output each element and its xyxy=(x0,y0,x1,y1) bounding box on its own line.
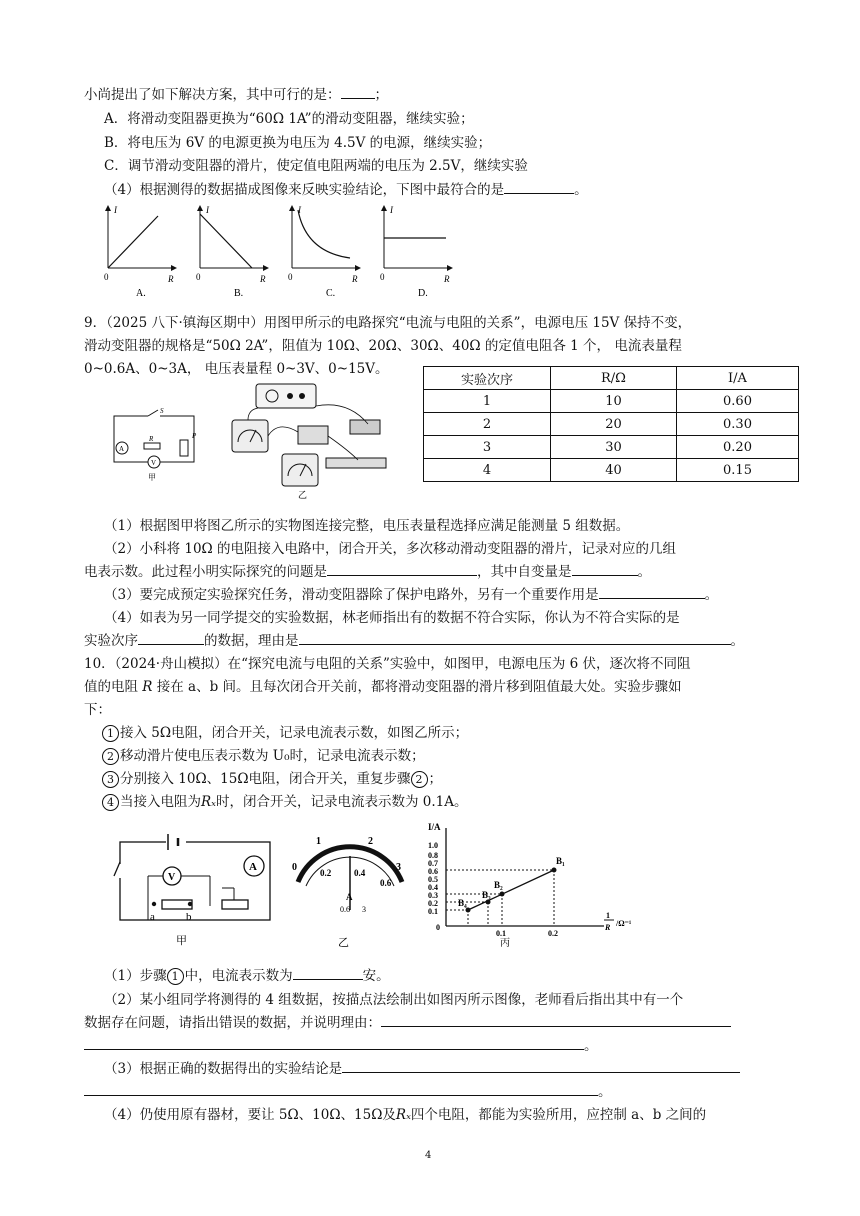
terminal-label: 0.6 xyxy=(340,905,350,914)
text: （4）仍使用原有器材，要让 5Ω、10Ω、15Ω及 xyxy=(104,1107,396,1123)
q10-line2 xyxy=(84,675,682,695)
axis-i-label: I xyxy=(206,205,209,215)
svg-text:1: 1 xyxy=(606,911,610,920)
question-4-graph xyxy=(104,178,588,198)
text: ； xyxy=(374,87,388,103)
q10-sub2-line3 xyxy=(84,1034,598,1054)
axis-r-label: R xyxy=(260,274,266,284)
answer-blank[interactable] xyxy=(341,85,375,99)
text: ； xyxy=(428,771,443,787)
text: 电表示数。此过程小明实际探究的问题是 xyxy=(84,564,327,580)
point-label: B₄ xyxy=(458,898,467,908)
svg-text:A: A xyxy=(119,445,125,453)
text: 接在 a、b 间。且每次闭合开关前，都将滑动变阻器的滑片移到阻值最大处。实验步骤如 xyxy=(156,679,682,695)
option-a: A．将滑动变阻器更换为“60Ω 1A”的滑动变阻器，继续实验； xyxy=(104,111,474,127)
data-table xyxy=(423,366,799,482)
svg-text:P: P xyxy=(192,432,197,440)
ammeter-dial-yi xyxy=(284,830,414,952)
axis-i-label: I xyxy=(114,205,117,215)
text: （1）步骤 xyxy=(104,968,167,984)
y-tick: 0.1 xyxy=(428,907,438,916)
figure-label-jia: 甲 xyxy=(176,935,187,947)
graph-label: C. xyxy=(326,288,336,299)
text: 实验次序 xyxy=(84,633,138,649)
svg-text:V: V xyxy=(151,459,157,467)
table-cell: 30 xyxy=(551,436,677,459)
text: 。 xyxy=(584,1038,598,1054)
origin-label: 0 xyxy=(196,272,201,282)
terminal-a-label: a xyxy=(150,911,155,923)
step-3 xyxy=(102,767,442,788)
q9-sub2-line1: （2）小科将 10Ω 的电阻接入电路中，闭合开关，多次移动滑动变阻器的滑片，记录对应的几组 xyxy=(104,541,677,557)
text: 。 xyxy=(637,564,651,580)
point-label: B₁ xyxy=(556,856,565,866)
q9-line3: 0~0.6A、0~3A， 电压表量程 0~3V、0~15V。 xyxy=(84,361,389,377)
x-tick: 0.2 xyxy=(548,929,558,938)
q9-line2: 滑动变阻器的规格是“50Ω 2A”，阻值为 10Ω、20Ω、30Ω、40Ω 的定值电阻各 1 个， 电流表量程 xyxy=(84,338,682,354)
svg-text:R: R xyxy=(149,435,154,443)
text: ，其中自变量是 xyxy=(477,564,572,580)
dial-label: 0.4 xyxy=(354,868,366,878)
y-tick: 0.8 xyxy=(428,851,438,860)
text: 接入 5Ω电阻，闭合开关，记录电流表示数，如图乙所示； xyxy=(120,725,469,741)
origin-label: 0 xyxy=(104,272,109,282)
y-tick: 1.0 xyxy=(428,841,438,850)
q10-sub3-line1 xyxy=(104,1057,740,1077)
table-row xyxy=(424,413,799,436)
step-number: 2 xyxy=(102,748,119,765)
y-tick: 0.6 xyxy=(428,867,438,876)
table-cell: 10 xyxy=(551,390,677,413)
y-tick: 0.3 xyxy=(428,891,438,900)
text: 值的电阻 xyxy=(84,679,138,695)
text: 分别接入 10Ω、15Ω电阻，闭合开关，重复步骤 xyxy=(120,771,411,787)
symbol-r: R xyxy=(142,679,153,695)
step-number: 1 xyxy=(167,968,184,985)
text: 安。 xyxy=(362,968,390,984)
step-number: 3 xyxy=(102,771,119,788)
axis-r-label: R xyxy=(444,274,450,284)
table-header-row xyxy=(424,367,799,390)
figure-label-yi: 乙 xyxy=(298,490,308,500)
figure-label-bing: 丙 xyxy=(500,938,510,949)
answer-blank[interactable] xyxy=(342,1059,740,1073)
q10-line3: 下： xyxy=(84,702,111,718)
graph-bing xyxy=(424,818,660,950)
dial-label: 0.2 xyxy=(320,868,332,878)
table-cell: 40 xyxy=(551,459,677,482)
text: 。 xyxy=(730,633,744,649)
graph-y-label: I/A xyxy=(428,822,441,832)
text: 四个电阻，都能为实验所用，应控制 a、b 之间的 xyxy=(410,1107,707,1123)
dial-label: 1 xyxy=(316,836,321,847)
dial-label: 0.6 xyxy=(380,878,392,888)
graph-x-label: /Ω⁻¹ xyxy=(616,919,632,928)
y-tick: 0 xyxy=(436,923,440,932)
answer-blank[interactable] xyxy=(572,562,638,576)
y-tick: 0.4 xyxy=(428,883,438,892)
symbol-rx: Rₓ xyxy=(201,794,216,810)
table-cell: 4 xyxy=(424,459,551,482)
text: 小尚提出了如下解决方案，其中可行的是： xyxy=(84,87,341,103)
q9-sub2-line2 xyxy=(84,560,651,580)
q9-sub4-line2 xyxy=(84,629,744,649)
terminal-label: 3 xyxy=(362,905,366,914)
answer-blank[interactable] xyxy=(599,585,705,599)
text: 中，电流表示数为 xyxy=(184,968,293,984)
figure-label-jia: 甲 xyxy=(148,473,156,482)
graph-label: D. xyxy=(418,288,428,299)
q10-sub2-line1: （2）某小组同学将测得的 4 组数据，按描点法绘制出如图丙所示图像，老师看后指出其中有一个 xyxy=(104,992,684,1008)
symbol-rx: Rₓ xyxy=(395,1107,411,1123)
dial-label: 2 xyxy=(368,836,373,847)
answer-blank[interactable] xyxy=(138,631,204,645)
terminal-b-label: b xyxy=(186,911,192,923)
answer-blank[interactable] xyxy=(293,966,363,980)
figure-label-yi: 乙 xyxy=(338,937,349,949)
answer-blank[interactable] xyxy=(504,180,574,194)
graph-a xyxy=(104,205,176,299)
table-cell: 0.15 xyxy=(677,459,799,482)
choice-graphs xyxy=(96,200,466,304)
dial-label: 0 xyxy=(292,862,297,873)
graph-label: A. xyxy=(136,288,146,299)
table-row xyxy=(424,436,799,459)
q9-sub4-line1: （4）如表为另一同学提交的实验数据，林老师指出有的数据不符合实际，你认为不符合实际的是 xyxy=(104,610,680,626)
axis-i-label: I xyxy=(298,205,301,215)
graph-d xyxy=(380,205,452,299)
circuit-diagram-jia xyxy=(104,404,204,484)
option-c: C．调节滑动变阻器的滑片，使定值电阻两端的电压为 2.5V，继续实验 xyxy=(104,158,528,174)
axis-r-label: R xyxy=(168,274,174,284)
text: （3）要完成预定实验探究任务，滑动变阻器除了保护电路外，另有一个重要作用是 xyxy=(104,587,599,603)
q9-line1: 9．（2025 八下·镇海区期中）用图甲所示的电路探究“电流与电阻的关系”，电源电压 15V 保持不变， xyxy=(84,315,692,331)
graph-label: B. xyxy=(234,288,244,299)
q10-line1: 10．（2024·舟山模拟）在“探究电流与电阻的关系”实验中，如图甲，电源电压为 6 伏，逐次将不同阻 xyxy=(84,656,691,672)
svg-text:S: S xyxy=(160,407,164,415)
svg-text:R: R xyxy=(605,923,611,932)
answer-blank[interactable] xyxy=(84,1036,584,1050)
line-solutions-intro xyxy=(84,83,388,103)
step-2 xyxy=(102,744,425,765)
text: 。 xyxy=(574,182,588,198)
answer-blank[interactable] xyxy=(299,631,731,645)
dial-label: 3 xyxy=(396,862,401,873)
axis-i-label: I xyxy=(390,205,393,215)
text: 。 xyxy=(598,1084,612,1100)
table-header: R/Ω xyxy=(551,367,677,390)
answer-blank[interactable] xyxy=(84,1082,598,1096)
step-number: 1 xyxy=(102,725,119,742)
table-cell: 2 xyxy=(424,413,551,436)
point-label: B₃ xyxy=(482,890,491,900)
axis-r-label: R xyxy=(352,274,358,284)
step-1 xyxy=(102,721,468,742)
q10-sub2-line2 xyxy=(84,1011,731,1031)
q9-sub1: （1）根据图甲将图乙所示的实物图连接完整，电压表量程选择应满足能测量 5 组数据。 xyxy=(104,518,630,534)
y-tick: 0.7 xyxy=(428,859,438,868)
q10-circuit-jia xyxy=(110,826,276,950)
table-cell: 20 xyxy=(551,413,677,436)
graph-c xyxy=(288,205,360,299)
table-cell: 0.30 xyxy=(677,413,799,436)
table-header: 实验次序 xyxy=(424,367,551,390)
page-number: 4 xyxy=(425,1150,432,1161)
table-row xyxy=(424,459,799,482)
text: 时，闭合开关，记录电流表示数为 0.1A。 xyxy=(215,794,468,810)
q9-sub3 xyxy=(104,583,718,603)
graph-b xyxy=(196,205,268,299)
table-row xyxy=(424,390,799,413)
svg-text:V: V xyxy=(168,872,176,883)
point-label: B₂ xyxy=(494,880,503,890)
text: （3）根据正确的数据得出的实验结论是 xyxy=(104,1061,343,1077)
q10-sub1 xyxy=(104,964,390,985)
text: （4）根据测得的数据描成图像来反映实验结论，下图中最符合的是 xyxy=(104,182,505,198)
answer-blank[interactable] xyxy=(327,562,477,576)
table-cell: 0.60 xyxy=(677,390,799,413)
svg-text:A: A xyxy=(249,861,257,873)
step-number: 2 xyxy=(411,771,428,788)
origin-label: 0 xyxy=(288,272,293,282)
step-number: 4 xyxy=(102,794,119,811)
y-tick: 0.2 xyxy=(428,899,438,908)
y-tick: 0.5 xyxy=(428,875,438,884)
table-header: I/A xyxy=(677,367,799,390)
apparatus-photo-yi xyxy=(218,380,398,500)
text: 移动滑片使电压表示数为 U₀时，记录电流表示数； xyxy=(120,748,425,764)
table-cell: 0.20 xyxy=(677,436,799,459)
answer-blank[interactable] xyxy=(381,1013,731,1027)
x-tick: 0.1 xyxy=(496,929,506,938)
text: 当接入电阻为 xyxy=(120,794,201,810)
step-4 xyxy=(102,790,467,811)
dial-label: A xyxy=(346,892,353,902)
origin-label: 0 xyxy=(380,272,385,282)
text: 的数据，理由是 xyxy=(204,633,299,649)
table-cell: 1 xyxy=(424,390,551,413)
table-cell: 3 xyxy=(424,436,551,459)
q10-sub4 xyxy=(104,1103,706,1123)
option-b: B．将电压为 6V 的电源更换为电压为 4.5V 的电源，继续实验； xyxy=(104,135,492,151)
text: 。 xyxy=(704,587,719,603)
q10-sub3-line2 xyxy=(84,1080,612,1100)
text: 数据存在问题，请指出错误的数据，并说明理由： xyxy=(84,1015,381,1031)
